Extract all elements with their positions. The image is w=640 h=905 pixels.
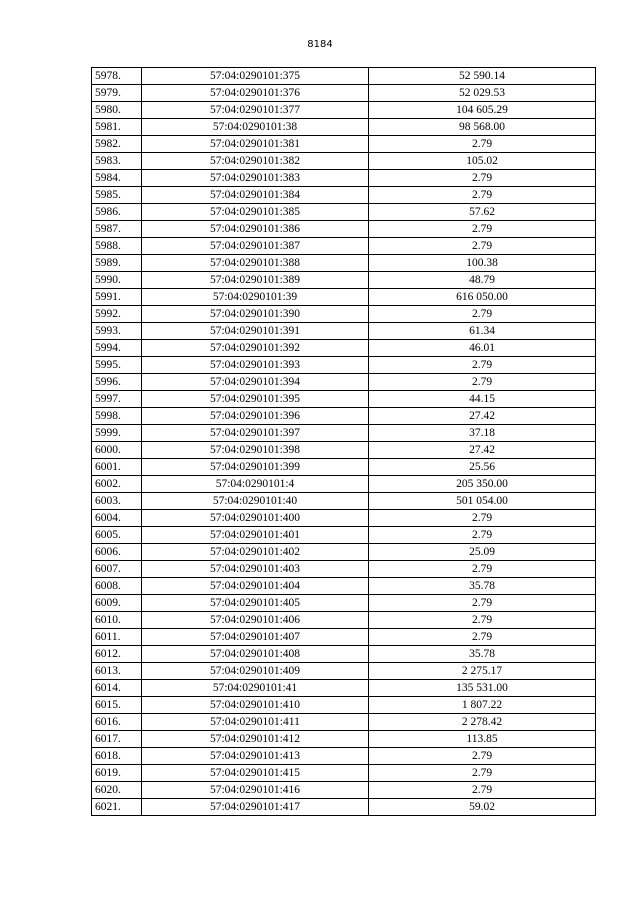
table-row — [92, 578, 596, 595]
row-number-cell: 6020. — [92, 782, 142, 799]
value-cell: 48.79 — [369, 272, 596, 289]
value-cell: 2.79 — [369, 136, 596, 153]
table-row — [92, 510, 596, 527]
value-cell: 37.18 — [369, 425, 596, 442]
cadastral-number-cell: 57:04:0290101:384 — [142, 187, 369, 204]
cadastral-number-cell: 57:04:0290101:385 — [142, 204, 369, 221]
cadastral-number-cell: 57:04:0290101:39 — [142, 289, 369, 306]
value-cell: 113.85 — [369, 731, 596, 748]
table-row — [92, 153, 596, 170]
row-number-cell: 5993. — [92, 323, 142, 340]
row-number-cell: 6011. — [92, 629, 142, 646]
cadastral-number-cell: 57:04:0290101:406 — [142, 612, 369, 629]
table-row — [92, 357, 596, 374]
value-cell: 35.78 — [369, 578, 596, 595]
value-cell: 2.79 — [369, 765, 596, 782]
value-cell: 52 029.53 — [369, 85, 596, 102]
value-cell: 52 590.14 — [369, 68, 596, 85]
table-row — [92, 527, 596, 544]
row-number-cell: 5983. — [92, 153, 142, 170]
cadastral-number-cell: 57:04:0290101:407 — [142, 629, 369, 646]
value-cell: 2.79 — [369, 748, 596, 765]
cadastral-number-cell: 57:04:0290101:396 — [142, 408, 369, 425]
cadastral-number-cell: 57:04:0290101:394 — [142, 374, 369, 391]
row-number-cell: 6009. — [92, 595, 142, 612]
value-cell: 59.02 — [369, 799, 596, 816]
value-cell: 2.79 — [369, 187, 596, 204]
row-number-cell: 5995. — [92, 357, 142, 374]
table-row — [92, 408, 596, 425]
value-cell: 1 807.22 — [369, 697, 596, 714]
cadastral-number-cell: 57:04:0290101:412 — [142, 731, 369, 748]
table-row — [92, 663, 596, 680]
value-cell: 205 350.00 — [369, 476, 596, 493]
value-cell: 57.62 — [369, 204, 596, 221]
table-row — [92, 221, 596, 238]
row-number-cell: 5979. — [92, 85, 142, 102]
table-row — [92, 170, 596, 187]
row-number-cell: 6008. — [92, 578, 142, 595]
table-row — [92, 374, 596, 391]
cadastral-number-cell: 57:04:0290101:387 — [142, 238, 369, 255]
value-cell: 2.79 — [369, 221, 596, 238]
cadastral-number-cell: 57:04:0290101:388 — [142, 255, 369, 272]
cadastral-number-cell: 57:04:0290101:390 — [142, 306, 369, 323]
table-row — [92, 595, 596, 612]
value-cell: 2.79 — [369, 357, 596, 374]
row-number-cell: 6016. — [92, 714, 142, 731]
cadastral-number-cell: 57:04:0290101:401 — [142, 527, 369, 544]
data-table — [91, 67, 596, 816]
row-number-cell: 5987. — [92, 221, 142, 238]
table-row — [92, 272, 596, 289]
row-number-cell: 6010. — [92, 612, 142, 629]
row-number-cell: 6013. — [92, 663, 142, 680]
table-row — [92, 714, 596, 731]
row-number-cell: 5986. — [92, 204, 142, 221]
value-cell: 2.79 — [369, 510, 596, 527]
table-row — [92, 85, 596, 102]
cadastral-number-cell: 57:04:0290101:4 — [142, 476, 369, 493]
cadastral-number-cell: 57:04:0290101:392 — [142, 340, 369, 357]
table-row — [92, 799, 596, 816]
value-cell: 27.42 — [369, 442, 596, 459]
table-row — [92, 782, 596, 799]
row-number-cell: 6015. — [92, 697, 142, 714]
table-row — [92, 119, 596, 136]
row-number-cell: 5982. — [92, 136, 142, 153]
row-number-cell: 5992. — [92, 306, 142, 323]
value-cell: 2.79 — [369, 561, 596, 578]
table-row — [92, 102, 596, 119]
row-number-cell: 6012. — [92, 646, 142, 663]
row-number-cell: 5980. — [92, 102, 142, 119]
cadastral-number-cell: 57:04:0290101:403 — [142, 561, 369, 578]
row-number-cell: 5988. — [92, 238, 142, 255]
value-cell: 27.42 — [369, 408, 596, 425]
row-number-cell: 6005. — [92, 527, 142, 544]
table-row — [92, 680, 596, 697]
table-row — [92, 136, 596, 153]
table-row — [92, 68, 596, 85]
value-cell: 104 605.29 — [369, 102, 596, 119]
row-number-cell: 5996. — [92, 374, 142, 391]
value-cell: 2.79 — [369, 374, 596, 391]
cadastral-number-cell: 57:04:0290101:386 — [142, 221, 369, 238]
table-body — [92, 68, 596, 816]
table-row — [92, 765, 596, 782]
table-row — [92, 442, 596, 459]
value-cell: 61.34 — [369, 323, 596, 340]
table-row — [92, 255, 596, 272]
cadastral-number-cell: 57:04:0290101:417 — [142, 799, 369, 816]
cadastral-number-cell: 57:04:0290101:40 — [142, 493, 369, 510]
table-row — [92, 544, 596, 561]
table-row — [92, 493, 596, 510]
cadastral-number-cell: 57:04:0290101:395 — [142, 391, 369, 408]
value-cell: 98 568.00 — [369, 119, 596, 136]
cadastral-number-cell: 57:04:0290101:389 — [142, 272, 369, 289]
row-number-cell: 6001. — [92, 459, 142, 476]
value-cell: 2.79 — [369, 595, 596, 612]
cadastral-number-cell: 57:04:0290101:404 — [142, 578, 369, 595]
table-row — [92, 391, 596, 408]
cadastral-number-cell: 57:04:0290101:375 — [142, 68, 369, 85]
table-row — [92, 323, 596, 340]
row-number-cell: 5997. — [92, 391, 142, 408]
cadastral-number-cell: 57:04:0290101:376 — [142, 85, 369, 102]
row-number-cell: 5978. — [92, 68, 142, 85]
table-row — [92, 476, 596, 493]
table-row — [92, 187, 596, 204]
cadastral-number-cell: 57:04:0290101:397 — [142, 425, 369, 442]
cadastral-number-cell: 57:04:0290101:400 — [142, 510, 369, 527]
table-row — [92, 731, 596, 748]
cadastral-number-cell: 57:04:0290101:416 — [142, 782, 369, 799]
table-row — [92, 289, 596, 306]
value-cell: 100.38 — [369, 255, 596, 272]
cadastral-number-cell: 57:04:0290101:408 — [142, 646, 369, 663]
value-cell: 2.79 — [369, 612, 596, 629]
value-cell: 2.79 — [369, 170, 596, 187]
cadastral-number-cell: 57:04:0290101:377 — [142, 102, 369, 119]
table-row — [92, 238, 596, 255]
cadastral-number-cell: 57:04:0290101:38 — [142, 119, 369, 136]
table-row — [92, 646, 596, 663]
table-row — [92, 612, 596, 629]
cadastral-number-cell: 57:04:0290101:405 — [142, 595, 369, 612]
value-cell: 135 531.00 — [369, 680, 596, 697]
value-cell: 25.09 — [369, 544, 596, 561]
row-number-cell: 6017. — [92, 731, 142, 748]
value-cell: 46.01 — [369, 340, 596, 357]
cadastral-number-cell: 57:04:0290101:391 — [142, 323, 369, 340]
row-number-cell: 5981. — [92, 119, 142, 136]
cadastral-number-cell: 57:04:0290101:409 — [142, 663, 369, 680]
value-cell: 105.02 — [369, 153, 596, 170]
page-number: 8184 — [307, 39, 333, 50]
cadastral-number-cell: 57:04:0290101:383 — [142, 170, 369, 187]
cadastral-number-cell: 57:04:0290101:413 — [142, 748, 369, 765]
table-row — [92, 340, 596, 357]
row-number-cell: 6021. — [92, 799, 142, 816]
value-cell: 501 054.00 — [369, 493, 596, 510]
cadastral-number-cell: 57:04:0290101:41 — [142, 680, 369, 697]
table-row — [92, 561, 596, 578]
value-cell: 2.79 — [369, 238, 596, 255]
row-number-cell: 6019. — [92, 765, 142, 782]
row-number-cell: 6004. — [92, 510, 142, 527]
row-number-cell: 5999. — [92, 425, 142, 442]
cadastral-number-cell: 57:04:0290101:402 — [142, 544, 369, 561]
table-row — [92, 697, 596, 714]
row-number-cell: 5989. — [92, 255, 142, 272]
value-cell: 616 050.00 — [369, 289, 596, 306]
row-number-cell: 6003. — [92, 493, 142, 510]
cadastral-number-cell: 57:04:0290101:382 — [142, 153, 369, 170]
cadastral-number-cell: 57:04:0290101:415 — [142, 765, 369, 782]
row-number-cell: 6006. — [92, 544, 142, 561]
value-cell: 25.56 — [369, 459, 596, 476]
row-number-cell: 6018. — [92, 748, 142, 765]
table-row — [92, 204, 596, 221]
value-cell: 44.15 — [369, 391, 596, 408]
row-number-cell: 5985. — [92, 187, 142, 204]
table-row — [92, 306, 596, 323]
cadastral-number-cell: 57:04:0290101:381 — [142, 136, 369, 153]
cadastral-number-cell: 57:04:0290101:393 — [142, 357, 369, 374]
row-number-cell: 5994. — [92, 340, 142, 357]
cadastral-number-cell: 57:04:0290101:411 — [142, 714, 369, 731]
table-row — [92, 425, 596, 442]
table-row — [92, 748, 596, 765]
value-cell: 2.79 — [369, 527, 596, 544]
value-cell: 2.79 — [369, 629, 596, 646]
cadastral-number-cell: 57:04:0290101:410 — [142, 697, 369, 714]
row-number-cell: 5990. — [92, 272, 142, 289]
row-number-cell: 5984. — [92, 170, 142, 187]
table-row — [92, 629, 596, 646]
value-cell: 2 275.17 — [369, 663, 596, 680]
cadastral-number-cell: 57:04:0290101:399 — [142, 459, 369, 476]
value-cell: 35.78 — [369, 646, 596, 663]
row-number-cell: 5991. — [92, 289, 142, 306]
row-number-cell: 6014. — [92, 680, 142, 697]
value-cell: 2.79 — [369, 782, 596, 799]
row-number-cell: 5998. — [92, 408, 142, 425]
row-number-cell: 6000. — [92, 442, 142, 459]
cadastral-number-cell: 57:04:0290101:398 — [142, 442, 369, 459]
value-cell: 2.79 — [369, 306, 596, 323]
value-cell: 2 278.42 — [369, 714, 596, 731]
table-row — [92, 459, 596, 476]
row-number-cell: 6002. — [92, 476, 142, 493]
row-number-cell: 6007. — [92, 561, 142, 578]
